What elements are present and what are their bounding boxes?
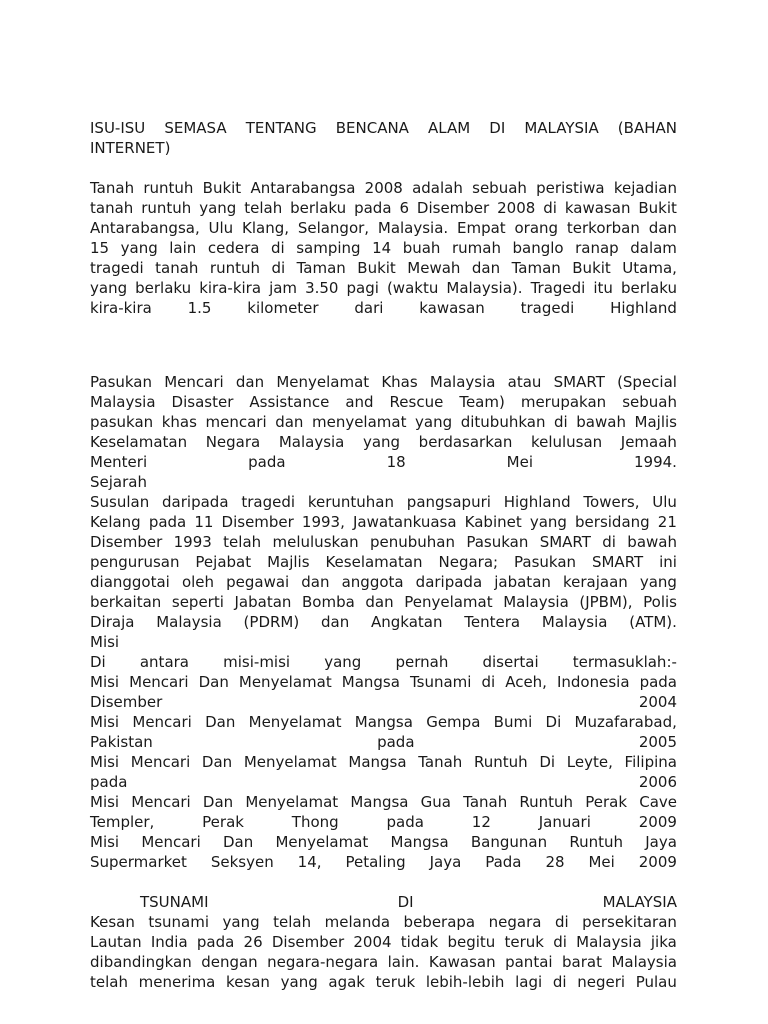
doc-title-line: INTERNET) — [90, 139, 171, 157]
text-line: tragedi tanah runtuh di Taman Bukit Mewah dan Taman Bukit Utama, — [90, 259, 677, 277]
text-line: pada 2006 — [90, 773, 677, 791]
text-line: Di antara misi-misi yang pernah disertai termasuklah:- — [90, 653, 677, 671]
text-line: kira-kira 1.5 kilometer dari kawasan tragedi Highland — [90, 299, 677, 317]
text-line: Kesan tsunami yang telah melanda beberapa negara di persekitaran — [90, 913, 677, 931]
text-line: Disember 1993 telah meluluskan penubuhan Pasukan SMART di bawah — [90, 533, 677, 551]
text-line: pengurusan Pejabat Majlis Keselamatan Negara; Pasukan SMART ini — [90, 553, 677, 571]
text-line: Menteri pada 18 Mei 1994. — [90, 453, 677, 471]
text-line: tanah runtuh yang telah berlaku pada 6 Disember 2008 di kawasan Bukit — [90, 199, 677, 217]
text-line: Misi Mencari Dan Menyelamat Mangsa Bangunan Runtuh Jaya — [90, 833, 677, 851]
spacer — [90, 358, 677, 372]
doc-title-line: ISU-ISU SEMASA TENTANG BENCANA ALAM DI MALAYSIA (BAHAN — [90, 119, 677, 137]
text-line: Malaysia Disaster Assistance and Rescue Team) merupakan sebuah — [90, 393, 677, 411]
text-line: Susulan daripada tragedi keruntuhan pangsapuri Highland Towers, Ulu — [90, 493, 677, 511]
text-line: Keselamatan Negara Malaysia yang berdasarkan kelulusan Jemaah — [90, 433, 677, 451]
text-line: Kelang pada 11 Disember 1993, Jawatankuasa Kabinet yang bersidang 21 — [90, 513, 677, 531]
text-line: Misi Mencari Dan Menyelamat Mangsa Gua Tanah Runtuh Perak Cave — [90, 793, 677, 811]
text-line: Tanah runtuh Bukit Antarabangsa 2008 adalah sebuah peristiwa kejadian — [90, 179, 677, 197]
text-line: Templer, Perak Thong pada 12 Januari 2009 — [90, 813, 677, 831]
text-line: Pasukan Mencari dan Menyelamat Khas Malaysia atau SMART (Special — [90, 373, 677, 391]
text-line: Misi Mencari Dan Menyelamat Mangsa Tanah Runtuh Di Leyte, Filipina — [90, 753, 677, 771]
spacer — [90, 318, 677, 358]
text-line: pasukan khas mencari dan menyelamat yang ditubuhkan di bawah Majlis — [90, 413, 677, 431]
text-line: Antarabangsa, Ulu Klang, Selangor, Malaysia. Empat orang terkorban dan — [90, 219, 677, 237]
text-line: Pakistan pada 2005 — [90, 733, 677, 751]
document-body — [90, 118, 677, 992]
text-line: Misi Mencari Dan Menyelamat Mangsa Tsunami di Aceh, Indonesia pada — [90, 673, 677, 691]
text-line: Misi Mencari Dan Menyelamat Mangsa Gempa Bumi Di Muzafarabad, — [90, 713, 677, 731]
text-line: Disember 2004 — [90, 693, 677, 711]
text-line: Lautan India pada 26 Disember 2004 tidak begitu teruk di Malaysia jika — [90, 933, 677, 951]
text-line: dianggotai oleh pegawai dan anggota daripada jabatan kerajaan yang — [90, 573, 677, 591]
section-heading: TSUNAMI DI MALAYSIA — [140, 893, 677, 911]
text-line: telah menerima kesan yang agak teruk lebih-lebih lagi di negeri Pulau — [90, 973, 677, 991]
spacer — [90, 872, 677, 892]
section-heading: Sejarah — [90, 473, 147, 491]
text-line: yang berlaku kira-kira jam 3.50 pagi (waktu Malaysia). Tragedi itu berlaku — [90, 279, 677, 297]
text-line: Supermarket Seksyen 14, Petaling Jaya Pada 28 Mei 2009 — [90, 853, 677, 871]
text-line: berkaitan seperti Jabatan Bomba dan Penyelamat Malaysia (JPBM), Polis — [90, 593, 677, 611]
text-line: Diraja Malaysia (PDRM) dan Angkatan Tentera Malaysia (ATM). — [90, 613, 677, 631]
spacer — [90, 158, 677, 178]
text-line: dibandingkan dengan negara-negara lain. Kawasan pantai barat Malaysia — [90, 953, 677, 971]
section-heading: Misi — [90, 633, 120, 651]
text-line: 15 yang lain cedera di samping 14 buah rumah banglo ranap dalam — [90, 239, 677, 257]
